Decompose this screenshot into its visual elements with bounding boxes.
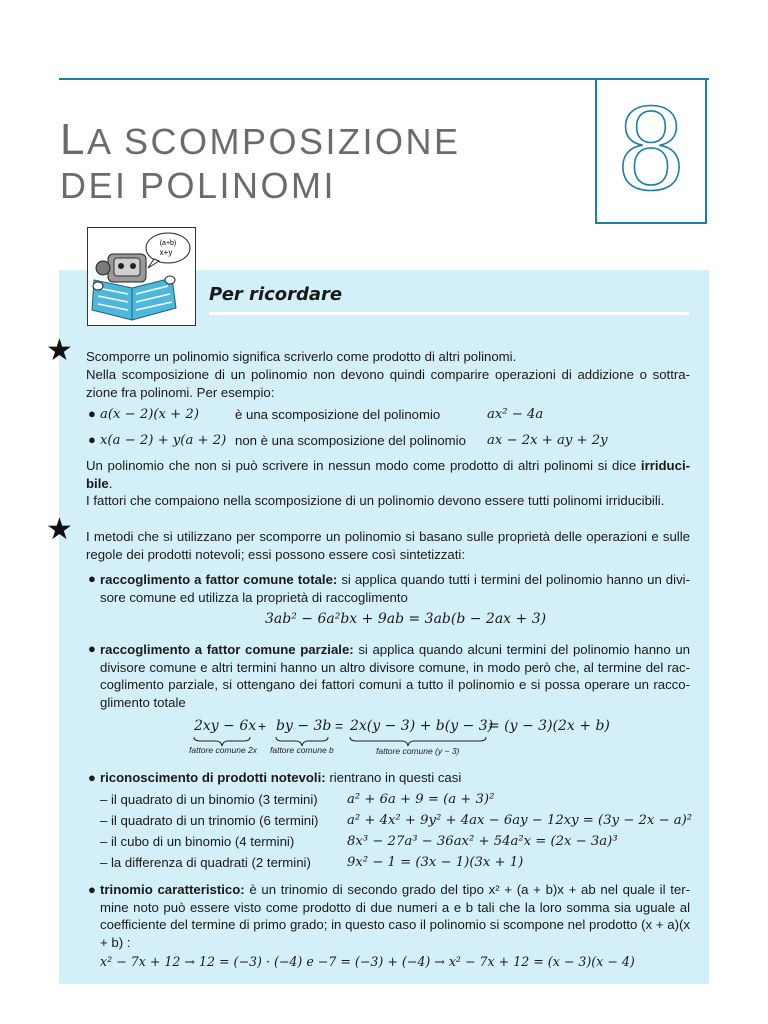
section-title-rule xyxy=(209,312,689,315)
method-partial-factoring: raccoglimento a fattor comune parziale: si applica quando alcuni termini del polinomio hanno un divisore comune e altri termini hanno un altro divisore comune, in modo però che, al termine del rac-coglimento parziale, si ottengano dei fattori comuni a tutto il polinomio e si possa operare un racco-glimento totale xyxy=(100,642,690,710)
chapter-title xyxy=(60,115,461,208)
case-formula-trinomial-square: a² + 4x² + 9y² + 4ax − 6ay − 12xy = (3y − 2x − a)² xyxy=(347,813,693,828)
paragraph-irreducible: Un polinomio che non si può scrivere in nessun modo come prodotto di altri polinomi si dice irriduci-bile. xyxy=(86,458,690,491)
reading-mascot-illustration xyxy=(87,227,196,326)
bullet-icon: ● xyxy=(88,882,96,897)
bullet-icon: ● xyxy=(88,770,96,785)
note-common-factor-b: fattore comune b xyxy=(270,745,334,755)
example-2-text: non è una scomposizione del polinomio xyxy=(235,433,466,448)
example-2-polynomial: ax − 2x + ay + 2y xyxy=(487,433,608,448)
bubble-text-1: (a+b) xyxy=(159,240,177,247)
bullet-icon: ● xyxy=(88,571,96,586)
underbrace-3 xyxy=(350,737,486,746)
case-label-difference-squares: – la differenza di quadrati (2 termini) xyxy=(100,855,311,870)
bullet-icon: ● xyxy=(88,406,96,421)
bullet-icon: ● xyxy=(88,432,96,447)
example-1-text: è una scomposizione del polinomio xyxy=(235,407,441,422)
case-formula-difference-squares: 9x² − 1 = (3x − 1)(3x + 1) xyxy=(347,855,524,870)
formula-partial-term-2: by − 3b xyxy=(276,718,332,734)
paragraph-factors: I fattori che compaiono nella scomposizione di un polinomio devono essere tutti polinomi irriducibili. xyxy=(86,493,665,508)
example-2-expression: x(a − 2) + y(a + 2) xyxy=(100,433,227,448)
section-title: Per ricordare xyxy=(209,284,343,305)
formula-partial-equals: = xyxy=(335,718,344,734)
method-notable-products: riconoscimento di prodotti notevoli: rientrano in questi casi xyxy=(100,770,462,785)
chapter-title-line-1: LA SCOMPOSIZIONE xyxy=(60,115,461,164)
case-formula-binomial-square: a² + 6a + 9 = (a + 3)² xyxy=(347,792,495,807)
case-label-binomial-square: – il quadrato di un binomio (3 termini) xyxy=(100,792,318,807)
note-common-factor-2x: fattore comune 2x xyxy=(189,745,258,755)
note-common-factor-y3: fattore comune (y − 3) xyxy=(376,746,460,756)
formula-partial-term-3: 2x(y − 3) + b(y − 3) xyxy=(350,718,494,734)
formula-partial-plus: + xyxy=(258,718,267,734)
example-1-polynomial: ax² − 4a xyxy=(487,407,544,422)
method-total-factoring: raccoglimento a fattor comune totale: si applica quando tutti i termini del polinomio hanno un divi-sore comune ed utilizza la proprietà di raccoglimento xyxy=(100,572,690,605)
star-icon: ★ xyxy=(46,334,73,367)
chapter-number-box xyxy=(595,80,707,224)
method-characteristic-trinomial: trinomio caratteristico: è un trinomio di secondo grado del tipo x² + (a + b)x + ab nel quale il ter-mine noto può essere visto come prodotto di due numeri a e b tali che la loro somma sia uguale al coefficiente del termine di primo grado; in questo caso il polinomio si scompone nel prodotto (x + a)(x + b) : xyxy=(100,882,690,950)
case-formula-binomial-cube: 8x³ − 27a³ − 36ax² + 54a²x = (2x − 3a)³ xyxy=(347,834,618,849)
paragraph-definition: Scomporre un polinomio significa scriverlo come prodotto di altri polinomi. xyxy=(86,349,517,364)
bullet-icon: ● xyxy=(88,641,96,656)
formula-partial-term-1: 2xy − 6x xyxy=(194,718,257,734)
star-icon: ★ xyxy=(46,513,73,546)
paragraph-methods-intro: I metodi che si utilizzano per scomporre un polinomio si basano sulle proprietà delle operazioni e sulle regole dei prodotti notevoli; essi possono essere così sintetizzati: xyxy=(86,529,690,562)
trinomial-example: x² − 7x + 12 → 12 = (−3) · (−4) e −7 = (−3) + (−4) → x² − 7x + 12 = (x − 3)(x − 4) xyxy=(100,954,635,969)
paragraph-rule: Nella scomposizione di un polinomio non devono quindi comparire operazioni di addizione o sottra-zione fra polinomi. Per esempio: xyxy=(86,367,690,400)
formula-total-factoring: 3ab² − 6a²bx + 9ab = 3ab(b − 2ax + 3) xyxy=(265,611,547,627)
example-1-expression: a(x − 2)(x + 2) xyxy=(100,407,199,422)
chapter-number: 8 xyxy=(615,86,687,216)
bubble-text-2: x+y xyxy=(159,248,173,257)
case-label-trinomial-square: – il quadrato di un trinomio (6 termini) xyxy=(100,813,319,828)
formula-partial-result: = (y − 3)(2x + b) xyxy=(488,718,610,734)
chapter-title-line-2: DEI POLINOMI xyxy=(60,165,337,206)
case-label-binomial-cube: – il cubo di un binomio (4 termini) xyxy=(100,834,295,849)
